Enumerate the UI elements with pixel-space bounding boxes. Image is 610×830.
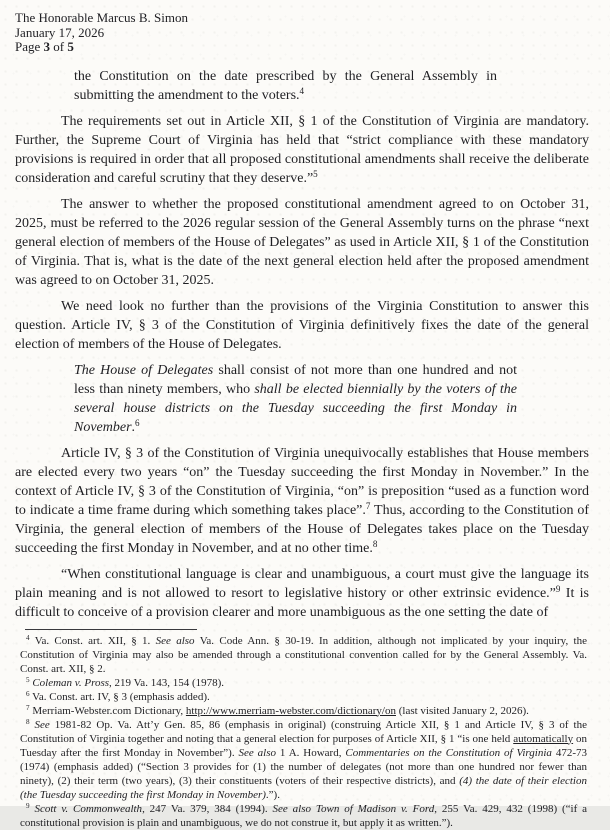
text-segment: “When constitutional language is clear and unambiguous, a court must give the language its plain meaning and is not allowed to resort to legislative history or other extrinsic evidence.” <box>15 566 589 601</box>
text-segment: on Tuesday after the first Monday in November”). <box>20 732 588 759</box>
footnote-marker: 4 <box>26 634 30 643</box>
text-segment: See <box>34 718 50 731</box>
text-segment: See also Town of Madison v. Ford <box>272 802 435 815</box>
quote-continuation <box>74 67 497 105</box>
text-segment: 3 <box>43 39 51 54</box>
paragraph-we-need-look-no-further <box>15 297 589 354</box>
text-segment: The answer to whether the proposed constitutional amendment agreed to on October 31, 2025, must be referred to the 2026 regular session of the General Assembly turns on the phrase “next general election of members of the House of Delegates” as used in Article XII, § 1 of the Constitution of Virginia. That is, what is the date of the next general election held after the proposed amendment was agreed to on October 31, 2025. <box>15 196 589 288</box>
footnote-marker: 5 <box>313 169 318 180</box>
text-segment: 5 <box>67 39 74 54</box>
text-segment: , 247 Va. 379, 384 (1994). <box>142 802 273 815</box>
text-segment: the Constitution on the date prescribed by the General Assembly in submitting the amendment to the voters. <box>74 68 497 103</box>
footnote-9 <box>20 802 587 830</box>
footnote-4 <box>20 634 587 676</box>
text-segment: 1 A. Howard, <box>275 746 346 759</box>
text-segment: of <box>50 39 68 54</box>
text-segment: Page <box>15 39 44 54</box>
footnote-marker: 6 <box>26 690 30 699</box>
footnote-marker: 4 <box>299 86 305 97</box>
recipient-name: The Honorable Marcus B. Simon <box>15 10 188 25</box>
text-segment: It is difficult to conceive of a provision clearer and more unambiguous as the one setting the date of <box>15 585 590 620</box>
text-segment: 472-73 (1974) (emphasis added) (“Section 3 provides for (1) the number of delegates (not more than one hundred nor fewer than ninety), (2) their term (two years), (3) their constituents (voters of their respective districts), and <box>20 746 587 787</box>
text-segment: automatically <box>513 732 574 745</box>
paragraph-article-iv-establishes <box>15 444 589 558</box>
page-number <box>15 40 589 55</box>
text-segment: (4) the date of their election (the Tuesday succeeding the first Monday in November) <box>20 774 587 801</box>
paragraph-plain-meaning <box>15 565 589 622</box>
text-segment: We need look no further than the provisions of the Virginia Constitution to answer this question. Article IV, § 3 of the Constitution of Virginia definitively fixes the date of the general election of members of the House of Delegates. <box>15 298 589 352</box>
text-segment: Scott v. Commonwealth <box>34 802 143 815</box>
footnotes-section <box>15 629 589 830</box>
footnote-6 <box>20 690 587 704</box>
footnote-5 <box>20 676 587 690</box>
text-segment: Va. Code Ann. § 30-19. In addition, although not implicated by your inquiry, the Constitution of Virginia may also be amended through a constitutional convention called for by the General Assembly. Va. Const. art. XII, § 2. <box>20 634 587 675</box>
text-segment: See also <box>155 634 195 647</box>
footnote-marker: 9 <box>26 802 30 811</box>
text-segment: See also <box>238 746 276 759</box>
footnote-marker: 7 <box>26 704 30 713</box>
text-segment: Commentaries on the Constitution of Virginia <box>345 746 552 759</box>
footnote-7 <box>20 704 587 718</box>
footnote-marker: 6 <box>135 418 140 429</box>
text-segment: Merriam-Webster.com Dictionary, <box>29 704 186 717</box>
text-segment: shall be elected biennially by the voters of the several house districts on the Tuesday succeeding the first Monday in November <box>74 381 517 435</box>
text-segment: . <box>131 419 136 435</box>
footnote-marker: 5 <box>26 676 30 685</box>
text-segment: 1981-82 Op. Va. Att’y Gen. 85, 86 (emphasis in original) (construing Article XII, § 1 and Article IV, § 3 of the Constitution of Virginia together and noting that a general election for purposes of Article XII, § 1 “is one held <box>20 718 587 745</box>
text-segment: (last visited January 2, 2026). <box>395 704 529 717</box>
letter-body <box>15 67 589 622</box>
text-segment: .”). <box>265 788 280 801</box>
footnote-marker: 7 <box>365 501 371 512</box>
text-segment: The House of Delegates <box>74 362 214 378</box>
paragraph-requirements-mandatory <box>15 112 589 188</box>
text-segment: Article IV, § 3 of the Constitution of Virginia unequivocally establishes that House members are elected every two years “on” the Tuesday succeeding the first Monday in November.” In the context of Article IV, § 3 of the Constitution of Virginia, “on” is preposition “used as a function word to indicate a time frame during which something takes place”. <box>15 445 589 518</box>
footnote-separator <box>25 629 197 630</box>
footnote-marker: 8 <box>26 718 30 727</box>
text-segment: , 255 Va. 429, 432 (1998) (“if a constitutional provision is plain and unambiguous, we do not construe it, but apply it as written.”). <box>20 802 588 829</box>
text-segment: The requirements set out in Article XII, § 1 of the Constitution of Virginia are mandatory. Further, the Supreme Court of Virginia has held that “strict compliance with these mandatory provisions is required in order that all proposed constitutional amendments shall receive the deliberate consideration and careful scrutiny that they deserve.” <box>15 113 589 186</box>
letter-date: January 17, 2026 <box>15 24 105 40</box>
hyperlink[interactable]: http://www.merriam-webster.com/dictionary/on <box>185 704 396 717</box>
text-segment: Va. Const. art. XII, § 1. <box>29 634 156 647</box>
letter-header <box>15 11 589 55</box>
text-segment: Va. Const. art. IV, § 3 (emphasis added). <box>29 690 210 703</box>
paragraph-answer-turns-on-phrase <box>15 195 589 290</box>
footnote-8 <box>20 718 587 802</box>
text-segment: , 219 Va. 143, 154 (1978). <box>109 676 225 689</box>
blockquote-house-of-delegates <box>74 361 517 437</box>
text-segment: Coleman v. Pross <box>32 676 110 689</box>
text-segment: Thus, according to the Constitution of Virginia, the general election of members of the House of Delegates takes place on the Tuesday succeeding the first Monday in November, and at no other time. <box>15 502 589 556</box>
text-segment: shall consist of not more than one hundred and not less than ninety members, who <box>74 362 517 397</box>
footnote-marker: 8 <box>372 539 378 550</box>
footnote-marker: 9 <box>555 584 561 595</box>
